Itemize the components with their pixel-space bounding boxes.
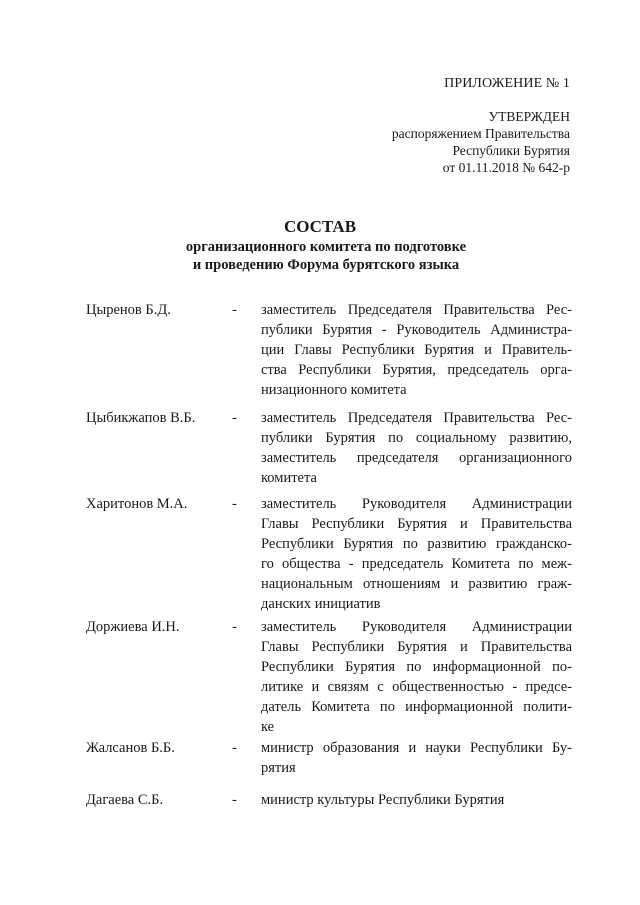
- position-line: министр культуры Республики Бурятия: [261, 792, 505, 808]
- member-dash: -: [232, 410, 237, 426]
- approved-by-order: распоряжением Правительства: [391, 126, 570, 141]
- position-line: заместитель Руководителя Администрации: [261, 619, 572, 635]
- title-main: СОСТАВ: [283, 217, 357, 236]
- appendix-label: ПРИЛОЖЕНИЕ № 1: [444, 76, 570, 91]
- position-line: публики Бурятия по социальному развитию,: [261, 430, 572, 446]
- member-dash: -: [232, 792, 237, 808]
- position-line: министр образования и науки Республики Бу-: [261, 740, 572, 756]
- position-line: данских инициатив: [261, 596, 381, 612]
- position-line: го общества - председатель Комитета по меж-: [261, 556, 572, 572]
- title-line-2: организационного комитета по подготовке: [185, 239, 467, 255]
- member-name: Доржиева И.Н.: [86, 619, 180, 635]
- position-line: ства Республики Бурятия, председатель орга-: [261, 362, 572, 378]
- approved-label: УТВЕРЖДЕН: [488, 109, 570, 124]
- title-line-3: и проведению Форума бурятского языка: [192, 257, 460, 273]
- member-position: [261, 617, 572, 737]
- approved-republic: Республики Бурятия: [452, 143, 570, 158]
- position-line: заместитель Председателя Правительства Рес-: [261, 302, 572, 318]
- position-line: заместитель Председателя Правительства Рес-: [261, 410, 572, 426]
- approval-block: [392, 108, 570, 176]
- member-name: Цыбикжапов В.Б.: [86, 410, 196, 426]
- member-dash: -: [232, 740, 237, 756]
- member-position: [261, 790, 572, 810]
- member-name: Цыренов Б.Д.: [86, 302, 171, 318]
- position-line: Республики Бурятия по развитию гражданско-: [261, 536, 572, 552]
- position-line: национальным отношениям и развитию граж-: [261, 576, 572, 592]
- approved-date-number: от 01.11.2018 № 642-р: [442, 160, 570, 175]
- position-line: Главы Республики Бурятия и Правительства: [261, 639, 572, 655]
- position-line: заместитель председателя организационного: [261, 450, 572, 466]
- member-position: [261, 738, 572, 778]
- position-line: ке: [261, 719, 275, 735]
- position-line: публики Бурятия - Руководитель Администра-: [261, 322, 572, 338]
- document-title: [0, 216, 640, 274]
- position-line: комитета: [261, 470, 317, 486]
- position-line: литике и связям с общественностью - предсе-: [261, 679, 572, 695]
- position-line: Республики Бурятия по информационной по-: [261, 659, 572, 675]
- member-position: [261, 494, 572, 614]
- member-dash: -: [232, 302, 237, 318]
- member-name: Харитонов М.А.: [86, 496, 188, 512]
- position-line: заместитель Руководителя Администрации: [261, 496, 572, 512]
- position-line: датель Комитета по информационной полити-: [261, 699, 572, 715]
- member-position: [261, 300, 572, 400]
- position-line: низационного комитета: [261, 382, 407, 398]
- member-position: [261, 408, 572, 488]
- position-line: Главы Республики Бурятия и Правительства: [261, 516, 572, 532]
- position-line: ции Главы Республики Бурятия и Правитель-: [261, 342, 572, 358]
- member-name: Жалсанов Б.Б.: [86, 740, 175, 756]
- position-line: рятия: [261, 760, 296, 776]
- member-dash: -: [232, 619, 237, 635]
- member-name: Дагаева С.Б.: [86, 792, 164, 808]
- member-dash: -: [232, 496, 237, 512]
